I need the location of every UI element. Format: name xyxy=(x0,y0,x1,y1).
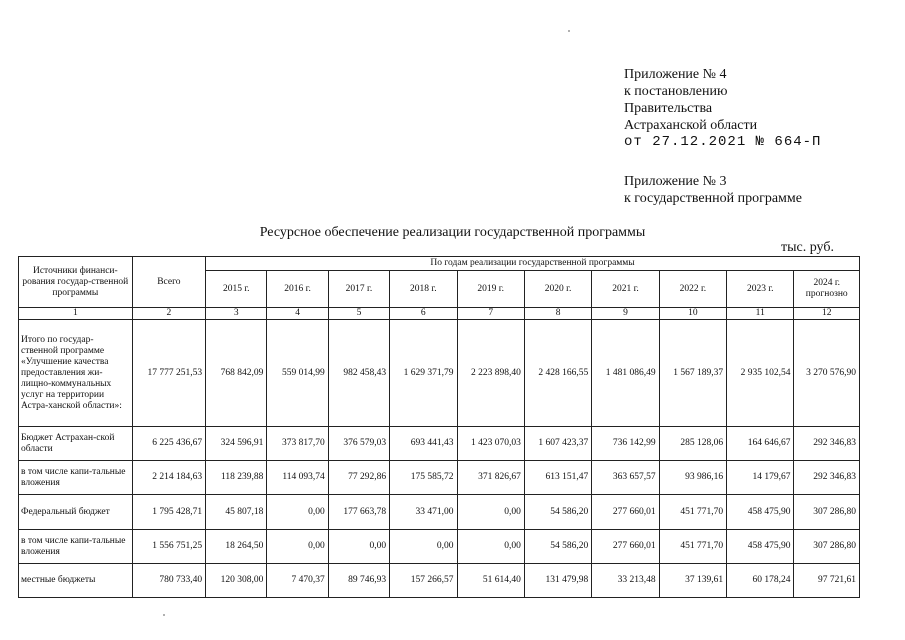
total-cell: 6 225 436,67 xyxy=(132,427,205,461)
column-number: 1 xyxy=(19,308,133,320)
total-cell: 780 733,40 xyxy=(132,564,205,598)
header-year: 2020 г. xyxy=(524,271,591,308)
value-cell: 0,00 xyxy=(457,530,524,564)
value-cell: 292 346,83 xyxy=(794,427,860,461)
value-cell: 164 646,67 xyxy=(727,427,794,461)
value-cell: 33 471,00 xyxy=(390,495,457,530)
value-cell: 1 567 189,37 xyxy=(659,320,726,427)
total-cell: 17 777 251,53 xyxy=(132,320,205,427)
value-cell: 0,00 xyxy=(267,530,328,564)
source-cell: Итого по государ-ственной программе «Улучшение качества предоставления жи-лищно-коммунальных услуг на территории Астра-ханской области»: xyxy=(19,320,133,427)
value-cell: 285 128,06 xyxy=(659,427,726,461)
appendix-program-header xyxy=(624,173,802,207)
header-year: 2016 г. xyxy=(267,271,328,308)
total-cell: 1 556 751,25 xyxy=(132,530,205,564)
appendix-line: Приложение № 4 xyxy=(624,67,727,82)
value-cell: 0,00 xyxy=(328,530,389,564)
header-year: 2015 г. xyxy=(206,271,267,308)
value-cell: 373 817,70 xyxy=(267,427,328,461)
table-row xyxy=(19,427,860,461)
header-year: 2023 г. xyxy=(727,271,794,308)
value-cell: 51 614,40 xyxy=(457,564,524,598)
value-cell: 559 014,99 xyxy=(267,320,328,427)
value-cell: 451 771,70 xyxy=(659,530,726,564)
value-cell: 371 826,67 xyxy=(457,461,524,495)
header-year: 2018 г. xyxy=(390,271,457,308)
value-cell: 18 264,50 xyxy=(206,530,267,564)
resource-table xyxy=(18,256,860,598)
column-number: 12 xyxy=(794,308,860,320)
value-cell: 0,00 xyxy=(267,495,328,530)
value-cell: 451 771,70 xyxy=(659,495,726,530)
value-cell: 292 346,83 xyxy=(794,461,860,495)
header-total: Всего xyxy=(132,257,205,308)
value-cell: 1 481 086,49 xyxy=(592,320,659,427)
column-number-row xyxy=(19,308,860,320)
value-cell: 60 178,24 xyxy=(727,564,794,598)
column-number: 10 xyxy=(659,308,726,320)
value-cell: 363 657,57 xyxy=(592,461,659,495)
value-cell: 37 139,61 xyxy=(659,564,726,598)
value-cell: 120 308,00 xyxy=(206,564,267,598)
value-cell: 2 935 102,54 xyxy=(727,320,794,427)
value-cell: 307 286,80 xyxy=(794,530,860,564)
value-cell: 175 585,72 xyxy=(390,461,457,495)
value-cell: 131 479,98 xyxy=(524,564,591,598)
value-cell: 89 746,93 xyxy=(328,564,389,598)
value-cell: 307 286,80 xyxy=(794,495,860,530)
column-number: 6 xyxy=(390,308,457,320)
header-year: 2019 г. xyxy=(457,271,524,308)
value-cell: 54 586,20 xyxy=(524,530,591,564)
value-cell: 7 470,37 xyxy=(267,564,328,598)
value-cell: 1 607 423,37 xyxy=(524,427,591,461)
value-cell: 376 579,03 xyxy=(328,427,389,461)
document-title: Ресурсное обеспечение реализации государственной программы xyxy=(259,225,646,240)
appendix-date-line: от 27.12.2021 № 664-П xyxy=(624,134,822,150)
header-row xyxy=(19,257,860,271)
value-cell: 458 475,90 xyxy=(727,530,794,564)
table-row xyxy=(19,461,860,495)
total-cell: 1 795 428,71 xyxy=(132,495,205,530)
column-number: 8 xyxy=(524,308,591,320)
header-years-group: По годам реализации государственной программы xyxy=(206,257,860,271)
source-cell: в том числе капи-тальные вложения xyxy=(19,461,133,495)
value-cell: 118 239,88 xyxy=(206,461,267,495)
value-cell: 14 179,67 xyxy=(727,461,794,495)
value-cell: 157 266,57 xyxy=(390,564,457,598)
value-cell: 613 151,47 xyxy=(524,461,591,495)
column-number: 3 xyxy=(206,308,267,320)
source-cell: местные бюджеты xyxy=(19,564,133,598)
value-cell: 458 475,90 xyxy=(727,495,794,530)
table-row xyxy=(19,530,860,564)
value-cell: 277 660,01 xyxy=(592,495,659,530)
appendix-line: Приложение № 3 xyxy=(624,174,727,189)
header-year: 2021 г. xyxy=(592,271,659,308)
header-year: 2022 г. xyxy=(659,271,726,308)
column-number: 4 xyxy=(267,308,328,320)
column-number: 5 xyxy=(328,308,389,320)
value-cell: 982 458,43 xyxy=(328,320,389,427)
value-cell: 0,00 xyxy=(390,530,457,564)
appendix-line: Астраханской области xyxy=(624,118,758,133)
value-cell: 177 663,78 xyxy=(328,495,389,530)
table-row xyxy=(19,320,860,427)
value-cell: 277 660,01 xyxy=(592,530,659,564)
value-cell: 97 721,61 xyxy=(794,564,860,598)
value-cell: 2 223 898,40 xyxy=(457,320,524,427)
source-cell: в том числе капи-тальные вложения xyxy=(19,530,133,564)
value-cell: 1 423 070,03 xyxy=(457,427,524,461)
value-cell: 45 807,18 xyxy=(206,495,267,530)
units-label: тыс. руб. xyxy=(781,240,834,255)
value-cell: 0,00 xyxy=(457,495,524,530)
appendix-line: к государственной программе xyxy=(624,191,802,206)
value-cell: 324 596,91 xyxy=(206,427,267,461)
value-cell: 77 292,86 xyxy=(328,461,389,495)
source-cell: Бюджет Астрахан-ской области xyxy=(19,427,133,461)
appendix-line: к постановлению xyxy=(624,84,728,99)
scan-speck xyxy=(568,30,570,32)
column-number: 2 xyxy=(132,308,205,320)
total-cell: 2 214 184,63 xyxy=(132,461,205,495)
value-cell: 33 213,48 xyxy=(592,564,659,598)
column-number: 11 xyxy=(727,308,794,320)
value-cell: 54 586,20 xyxy=(524,495,591,530)
appendix-header xyxy=(624,66,821,151)
value-cell: 93 986,16 xyxy=(659,461,726,495)
value-cell: 693 441,43 xyxy=(390,427,457,461)
source-cell: Федеральный бюджет xyxy=(19,495,133,530)
value-cell: 768 842,09 xyxy=(206,320,267,427)
header-year: 2024 г. прогнозно xyxy=(794,271,860,308)
header-year: 2017 г. xyxy=(328,271,389,308)
table-row xyxy=(19,495,860,530)
value-cell: 114 093,74 xyxy=(267,461,328,495)
value-cell: 2 428 166,55 xyxy=(524,320,591,427)
table-row xyxy=(19,564,860,598)
column-number: 7 xyxy=(457,308,524,320)
column-number: 9 xyxy=(592,308,659,320)
header-source: Источники финанси-рования государ-ственной программы xyxy=(19,257,133,308)
appendix-line: Правительства xyxy=(624,101,713,116)
scan-speck xyxy=(163,614,165,616)
value-cell: 1 629 371,79 xyxy=(390,320,457,427)
value-cell: 3 270 576,90 xyxy=(794,320,860,427)
value-cell: 736 142,99 xyxy=(592,427,659,461)
